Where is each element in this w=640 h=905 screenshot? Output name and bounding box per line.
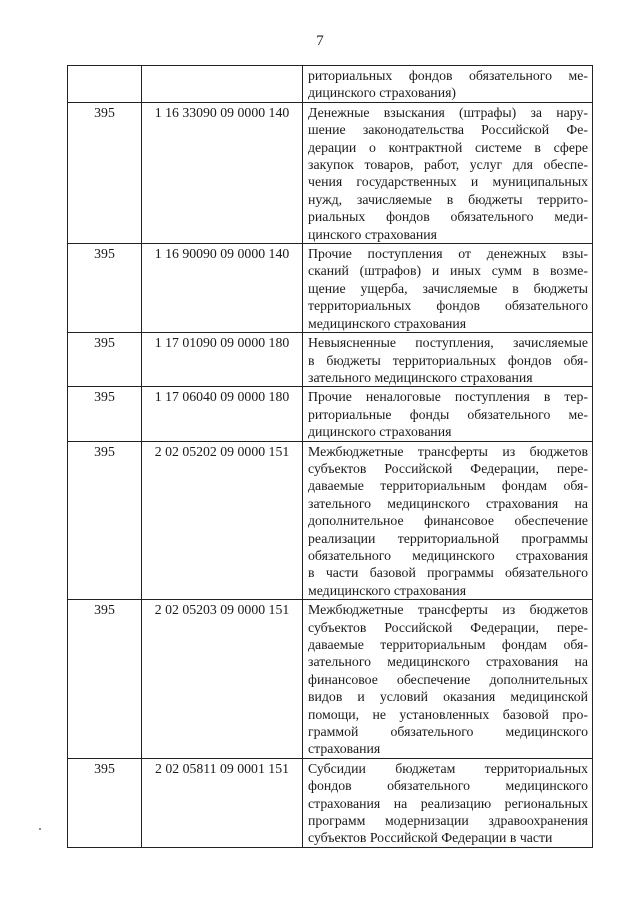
description-line: дерации о контрактной системе в сфере bbox=[308, 139, 588, 155]
description-text bbox=[303, 333, 592, 386]
description-line: дицинского страхования bbox=[308, 424, 452, 440]
admin-code-cell bbox=[68, 441, 142, 600]
table-body bbox=[68, 66, 593, 848]
description-line: субъектов Российской Федерации, пере- bbox=[308, 619, 588, 635]
description-line: Прочие поступления от денежных взы- bbox=[308, 246, 588, 262]
budget-code: 1 16 90090 09 0000 140 bbox=[154, 246, 290, 262]
description-line: риальных фондов обязательного меди- bbox=[308, 209, 588, 225]
table-row bbox=[68, 102, 593, 243]
description-text bbox=[303, 66, 592, 102]
table-row bbox=[68, 758, 593, 847]
table-row bbox=[68, 387, 593, 441]
description-line: дицинского страхования) bbox=[308, 85, 457, 101]
admin-code: 395 bbox=[94, 246, 115, 262]
table-row bbox=[68, 333, 593, 387]
description-line: щение ущерба, зачисляемые в бюджеты bbox=[308, 280, 588, 296]
budget-code-cell bbox=[142, 441, 303, 600]
budget-code-cell bbox=[142, 600, 303, 759]
description-line: Субсидии бюджетам территориальных bbox=[308, 760, 588, 776]
description-line: даваемые территориальным фондам обя- bbox=[308, 637, 588, 652]
description-line: дополнительное финансовое обеспечение bbox=[308, 513, 588, 529]
description-line: видов и условий оказания медицинской bbox=[308, 689, 588, 705]
budget-code bbox=[142, 66, 302, 67]
description-line: шение законодательства Российской Фе- bbox=[308, 122, 588, 138]
description-line: Межбюджетные трансферты из бюджетов bbox=[308, 602, 588, 618]
budget-code: 2 02 05202 09 0000 151 bbox=[154, 443, 290, 459]
admin-code: 395 bbox=[94, 104, 115, 120]
description-line: субъектов Российской Федерации, пере- bbox=[308, 460, 588, 476]
admin-code-cell bbox=[68, 600, 142, 759]
budget-codes-table bbox=[67, 65, 593, 848]
admin-code: 395 bbox=[94, 389, 115, 405]
admin-code-cell bbox=[68, 758, 142, 847]
description-cell bbox=[303, 387, 593, 441]
admin-code-cell bbox=[68, 333, 142, 387]
table-row bbox=[68, 66, 593, 103]
description-line: реализации территориальной программы bbox=[308, 530, 588, 546]
description-cell bbox=[303, 102, 593, 243]
budget-code: 1 17 06040 09 0000 180 bbox=[154, 389, 290, 405]
margin-mark bbox=[39, 828, 41, 830]
description-line: страхования на реализацию региональных bbox=[308, 795, 588, 811]
admin-code: 395 bbox=[94, 760, 115, 776]
description-line: медицинского страхования bbox=[308, 582, 467, 598]
table-row bbox=[68, 441, 593, 600]
description-line: фондов обязательного медицинского bbox=[308, 778, 588, 794]
budget-code-cell bbox=[142, 387, 303, 441]
budget-code-cell bbox=[142, 758, 303, 847]
description-line: зательного медицинского страхования на bbox=[308, 495, 588, 511]
budget-code: 2 02 05811 09 0001 151 bbox=[154, 760, 289, 776]
description-line: субъектов Российской Федерации в части bbox=[308, 830, 553, 846]
description-line: территориальных фондов обязательного bbox=[308, 298, 588, 314]
description-cell bbox=[303, 66, 593, 103]
budget-code-cell bbox=[142, 333, 303, 387]
description-line: в бюджеты территориальных фондов обя- bbox=[308, 352, 588, 368]
description-text bbox=[303, 759, 592, 847]
budget-code-cell bbox=[142, 244, 303, 333]
description-line: риториальные фонды обязательного ме- bbox=[308, 406, 588, 422]
description-line: финансовое обеспечение дополнительных bbox=[308, 671, 588, 687]
description-line: Межбюджетные трансферты из бюджетов bbox=[308, 443, 588, 459]
table-row bbox=[68, 600, 593, 759]
description-line: Прочие неналоговые поступления в тер- bbox=[308, 389, 588, 405]
description-line: Невыясненные поступления, зачисляемые bbox=[308, 335, 588, 351]
admin-code-cell bbox=[68, 66, 142, 103]
description-cell bbox=[303, 600, 593, 759]
admin-code: 395 bbox=[94, 443, 115, 459]
description-text bbox=[303, 103, 592, 243]
description-line: даваемые территориальным фондам обя- bbox=[308, 478, 588, 494]
admin-code: 395 bbox=[94, 335, 115, 351]
budget-code-cell bbox=[142, 66, 303, 103]
description-line: чения государственных и муниципальных bbox=[308, 174, 588, 190]
description-cell bbox=[303, 441, 593, 600]
description-line: Денежные взыскания (штрафы) за нару- bbox=[308, 104, 588, 120]
budget-code: 1 17 01090 09 0000 180 bbox=[154, 335, 290, 351]
description-line: цинского страхования bbox=[308, 226, 438, 242]
admin-code-cell bbox=[68, 102, 142, 243]
admin-code bbox=[68, 66, 141, 67]
description-text bbox=[303, 244, 592, 332]
table-row bbox=[68, 244, 593, 333]
description-cell bbox=[303, 333, 593, 387]
admin-code-cell bbox=[68, 387, 142, 441]
description-line: страхования bbox=[308, 741, 381, 757]
budget-code-cell bbox=[142, 102, 303, 243]
description-line: обязательного медицинского страхования bbox=[308, 547, 588, 563]
admin-code-cell bbox=[68, 244, 142, 333]
budget-code: 1 16 33090 09 0000 140 bbox=[154, 104, 290, 120]
description-line: в части базовой программы обязательного bbox=[308, 565, 588, 581]
budget-code: 2 02 05203 09 0000 151 bbox=[154, 602, 290, 618]
description-cell bbox=[303, 244, 593, 333]
description-line: медицинского страхования bbox=[308, 315, 467, 331]
description-text bbox=[303, 387, 592, 440]
description-text bbox=[303, 600, 592, 758]
description-line: зательного медицинского страхования bbox=[308, 369, 533, 385]
description-line: граммой обязательного медицинского bbox=[308, 724, 588, 740]
page-number: 7 bbox=[316, 33, 324, 49]
description-text bbox=[303, 442, 592, 600]
description-line: нужд, зачисляемые в бюджеты террито- bbox=[308, 191, 588, 207]
description-line: помощи, не установленных базовой про- bbox=[308, 706, 588, 722]
description-line: закупок товаров, работ, услуг для обеспе- bbox=[308, 157, 588, 173]
description-cell bbox=[303, 758, 593, 847]
description-line: риториальных фондов обязательного ме- bbox=[308, 68, 588, 83]
description-line: сканий (штрафов) и иных сумм в возме- bbox=[308, 263, 588, 279]
description-line: программ модернизации здравоохранения bbox=[308, 813, 588, 829]
admin-code: 395 bbox=[94, 602, 115, 618]
description-line: зательного медицинского страхования на bbox=[308, 654, 588, 670]
